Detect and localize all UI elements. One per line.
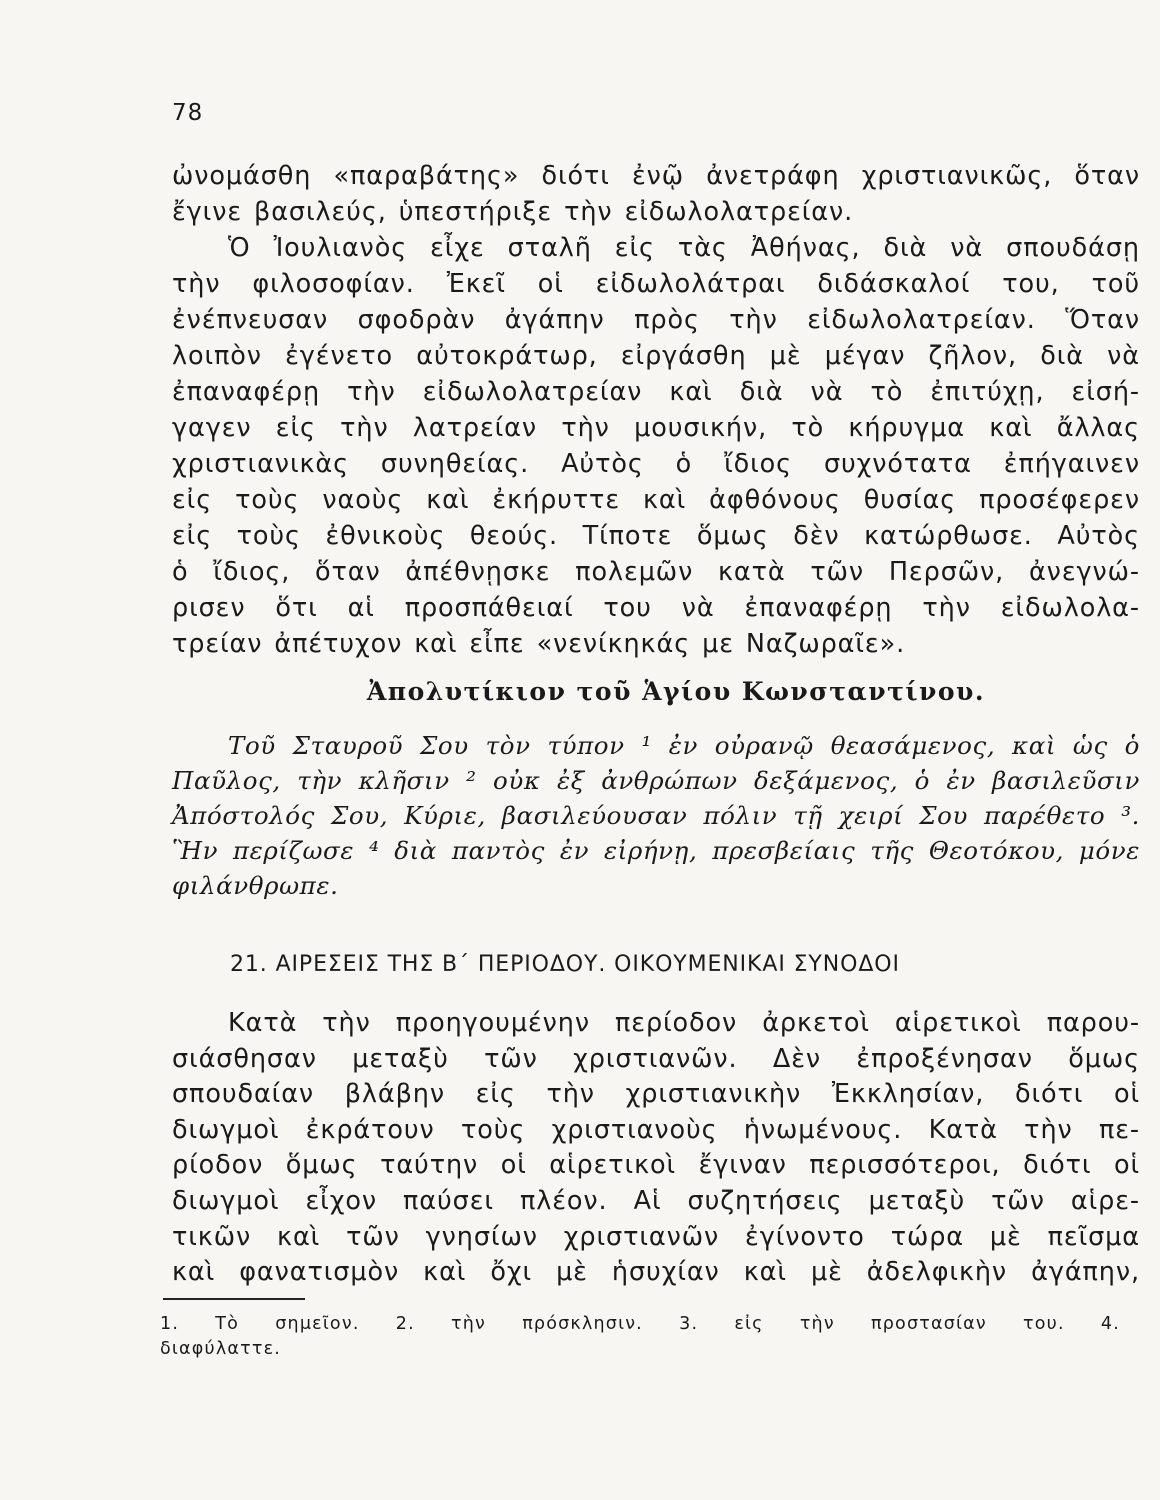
- text-line: λοιπὸν ἐγένετο αὐτοκράτωρ, εἰργάσθη μὲ μέγαν ζῆλον, διὰ νὰ: [172, 341, 1140, 371]
- text-line: Κατὰ τὴν προηγουμένην περίοδον ἀρκετοὶ αἱρετικοὶ παρου-: [228, 1008, 1140, 1038]
- hymn-line: Τοῦ Σταυροῦ Σου τὸν τύπον ¹ ἐν οὐρανῷ θεασάμενος, καὶ ὡς ὁ: [228, 731, 1140, 760]
- text-line: καὶ φανατισμὸν καὶ ὄχι μὲ ἡσυχίαν καὶ μὲ ἀδελφικὴν ἀγάπην,: [172, 1257, 1140, 1288]
- text-line: διωγμοὶ ἐκράτουν τοὺς χριστιανοὺς ἡνωμένους. Κατὰ τὴν πε-: [172, 1114, 1140, 1145]
- text-line: σπουδαίαν βλάβην εἰς τὴν χριστιανικὴν Ἐκκλησίαν, διότι οἱ: [172, 1079, 1140, 1110]
- section-heading: 21. ΑΙΡΕΣΕΙΣ ΤΗΣ Β΄ ΠΕΡΙΟΔΟΥ. ΟΙΚΟΥΜΕΝΙΚΑΙ ΣΥΝΟΔΟΙ: [230, 952, 900, 977]
- text-line: τὴν φιλοσοφίαν. Ἐκεῖ οἱ εἰδωλολάτραι διδάσκαλοί του, τοῦ: [172, 269, 1140, 299]
- text-line: ἐπαναφέρῃ τὴν εἰδωλολατρείαν καὶ διὰ νὰ τὸ ἐπιτύχῃ, εἰσή-: [172, 377, 1140, 407]
- text-line: διωγμοὶ εἶχον παύσει πλέον. Αἱ συζητήσεις μεταξὺ τῶν αἱρε-: [172, 1185, 1140, 1216]
- hymn-line: Ἀπόστολός Σου, Κύριε, βασιλεύουσαν πόλιν τῇ χειρί Σου παρέθετο ³.: [172, 801, 1140, 830]
- text-line: εἰς τοὺς ἐθνικοὺς θεούς. Τίποτε ὅμως δὲν κατώρθωσε. Αὐτὸς: [172, 521, 1140, 551]
- text-line: ὠνομάσθη «παραβάτης» διότι ἐνῷ ἀνετράφη χριστιανικῶς, ὅταν: [172, 161, 1140, 191]
- footnotes: [160, 1312, 1120, 1362]
- text-line: σιάσθησαν μεταξὺ τῶν χριστιανῶν. Δὲν ἐπροξένησαν ὅμως: [172, 1043, 1140, 1074]
- hymn-line: Παῦλος, τὴν κλῆσιν ² οὐκ ἐξ ἀνθρώπων δεξάμενος, ὁ ἐν βασιλεῦσιν: [172, 766, 1140, 795]
- footnote-line: διαφύλαττε.: [160, 1339, 282, 1359]
- text-line: ἐνέπνευσαν σφοδρὰν ἀγάπην πρὸς τὴν εἰδωλολατρείαν. Ὅταν: [172, 305, 1140, 335]
- text-line: τρείαν ἀπέτυχον καὶ εἶπε «νενίκηκάς με Ναζωραῖε».: [172, 629, 906, 659]
- hymn-text: [172, 728, 1140, 903]
- hymn-title: Ἀπολυτίκιον τοῦ Ἁγίου Κωνσταντίνου.: [366, 677, 986, 706]
- text-line: εἰς τοὺς ναοὺς καὶ ἐκήρυττε καὶ ἀφθόνους θυσίας προσέφερεν: [172, 485, 1140, 515]
- text-line: τικῶν καὶ τῶν γνησίων χριστιανῶν ἐγίνοντο τώρα μὲ πεῖσμα: [172, 1221, 1140, 1252]
- text-line: χριστιανικὰς συνηθείας. Αὐτὸς ὁ ἴδιος συχνότατα ἐπήγαινεν: [172, 449, 1140, 479]
- footnote-divider: [163, 1298, 305, 1300]
- text-line: Ὁ Ἰουλιανὸς εἶχε σταλῆ εἰς τὰς Ἀθήνας, διὰ νὰ σπουδάσῃ: [228, 233, 1140, 263]
- text-line: ρίοδον ὅμως ταύτην οἱ αἱρετικοὶ ἔγιναν περισσότεροι, διότι οἱ: [172, 1150, 1140, 1181]
- page-number: 78: [172, 100, 204, 126]
- paragraph-heresies: [172, 1006, 1140, 1291]
- text-line: ἔγινε βασιλεύς, ὑπεστήριξε τὴν εἰδωλολατρείαν.: [172, 197, 854, 227]
- paragraph-julian: [172, 158, 1140, 662]
- hymn-line: Ἣν περίζωσε ⁴ διὰ παντὸς ἐν εἰρήνῃ, πρεσβείαις τῆς Θεοτόκου, μόνε: [172, 836, 1140, 865]
- text-line: γαγεν εἰς τὴν λατρείαν τὴν μουσικήν, τὸ κήρυγμα καὶ ἄλλας: [172, 413, 1140, 443]
- text-line: ρισεν ὅτι αἱ προσπάθειαί του νὰ ἐπαναφέρῃ τὴν εἰδωλολα-: [172, 593, 1140, 623]
- text-line: ὁ ἴδιος, ὅταν ἀπέθνῃσκε πολεμῶν κατὰ τῶν Περσῶν, ἀνεγνώ-: [172, 557, 1140, 587]
- hymn-line: φιλάνθρωπε.: [172, 871, 339, 900]
- footnote-line: 1. Τὸ σημεῖον. 2. τὴν πρόσκλησιν. 3. εἰς τὴν προστασίαν του. 4.: [160, 1314, 1120, 1334]
